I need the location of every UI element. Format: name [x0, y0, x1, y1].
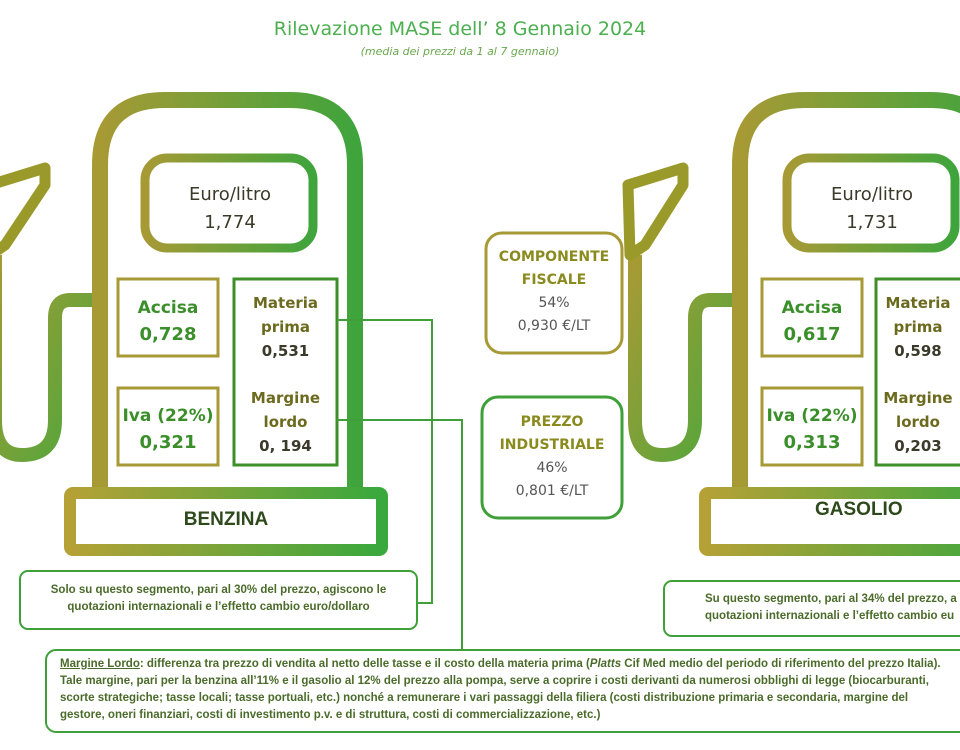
- gasolio-materia-value: 0,598: [894, 342, 942, 360]
- gasolio-accisa-value: 0,617: [783, 324, 841, 345]
- gasolio-materia-label-2: prima: [893, 318, 943, 336]
- page-title: Rilevazione MASE dell’ 8 Gennaio 2024: [273, 18, 647, 40]
- benzina-price-value: 1,774: [204, 212, 256, 233]
- margine-note-line1-a: : differenza tra prezzo di vendita al netto delle tasse e il costo della materia prima (: [139, 658, 590, 670]
- benzina-materia-value: 0,531: [261, 342, 310, 360]
- benzina-materia-label-2: prima: [260, 318, 311, 336]
- benzina-note-line2: quotazioni internazionali e l’effetto cambio euro/dollaro: [67, 601, 370, 613]
- gasolio-margine-label-1: Margine: [883, 389, 953, 407]
- benzina-iva-label: Iva (22%): [122, 406, 214, 426]
- margine-note-term: Margine Lordo: [60, 658, 140, 670]
- margine-note-line4: gestore, oneri finanziari, costi di investimento p.v. e di struttura, costi di commercializzazione, etc.): [60, 709, 601, 721]
- hose-icon: [635, 255, 735, 455]
- benzina-accisa-value: 0,728: [139, 324, 197, 345]
- margine-note-line1: [60, 656, 960, 673]
- gasolio-price-label: Euro/litro: [831, 184, 913, 205]
- benzina-price-label: Euro/litro: [189, 184, 271, 205]
- fiscale-line2: FISCALE: [521, 272, 587, 288]
- fiscale-value: 0,930 €/LT: [517, 318, 591, 334]
- gasolio-materia-label-1: Materia: [885, 294, 951, 312]
- gasolio-accisa-label: Accisa: [781, 298, 843, 318]
- fiscale-line1: COMPONENTE: [498, 249, 610, 265]
- benzina-margine-label-2: lordo: [263, 413, 308, 431]
- page-subtitle: (media dei prezzi da 1 al 7 gennaio): [360, 45, 560, 58]
- nozzle-icon: [628, 168, 683, 255]
- margine-note-line1-b: Cif Med medio del periodo di riferimento del prezzo Italia).: [621, 658, 941, 670]
- gasolio-iva-label: Iva (22%): [766, 406, 858, 426]
- margine-note-line2: Tale margine, pari per la benzina all’11% e il gasolio al 12% del prezzo alla pompa, serve a coprire i costi derivanti da numerosi obblighi di legge (biocarburanti,: [60, 675, 929, 687]
- benzina-materia-label-1: Materia: [252, 294, 319, 312]
- gasolio-margine-value: 0,203: [894, 437, 942, 455]
- industriale-line2: INDUSTRIALE: [499, 437, 605, 453]
- fiscale-pct: 54%: [538, 295, 570, 311]
- hose-icon: [0, 255, 95, 455]
- nozzle-icon: [0, 168, 45, 255]
- benzina-note-line1: Solo su questo segmento, pari al 30% del prezzo, agiscono le: [50, 584, 387, 596]
- gasolio-name: GASOLIO: [815, 499, 903, 520]
- benzina-accisa-label: Accisa: [137, 298, 199, 318]
- margine-note-line3: scorte strategiche; tasse locali; tasse portuali, etc.) nonché a remunerare i vari passaggi della filiera (costi distribuzione primaria e secondaria, margine del: [60, 692, 909, 704]
- gasolio-margine-label-2: lordo: [896, 413, 940, 431]
- industriale-value: 0,801 €/LT: [515, 483, 589, 499]
- benzina-margine-value: 0, 194: [259, 437, 312, 455]
- gasolio-note-line1: Su questo segmento, pari al 34% del prezzo, a: [705, 593, 957, 605]
- gasolio-price-value: 1,731: [846, 212, 898, 233]
- benzina-margine-label-1: Margine: [250, 389, 321, 407]
- industriale-line1: PREZZO: [520, 414, 584, 430]
- benzina-name: BENZINA: [183, 509, 269, 530]
- benzina-iva-value: 0,321: [139, 432, 197, 453]
- margine-note-line1-italic: Platts: [589, 658, 622, 670]
- gasolio-iva-value: 0,313: [783, 432, 841, 453]
- gasolio-note-line2: quotazioni internazionali e l’effetto cambio eu: [705, 610, 955, 622]
- industriale-pct: 46%: [536, 460, 568, 476]
